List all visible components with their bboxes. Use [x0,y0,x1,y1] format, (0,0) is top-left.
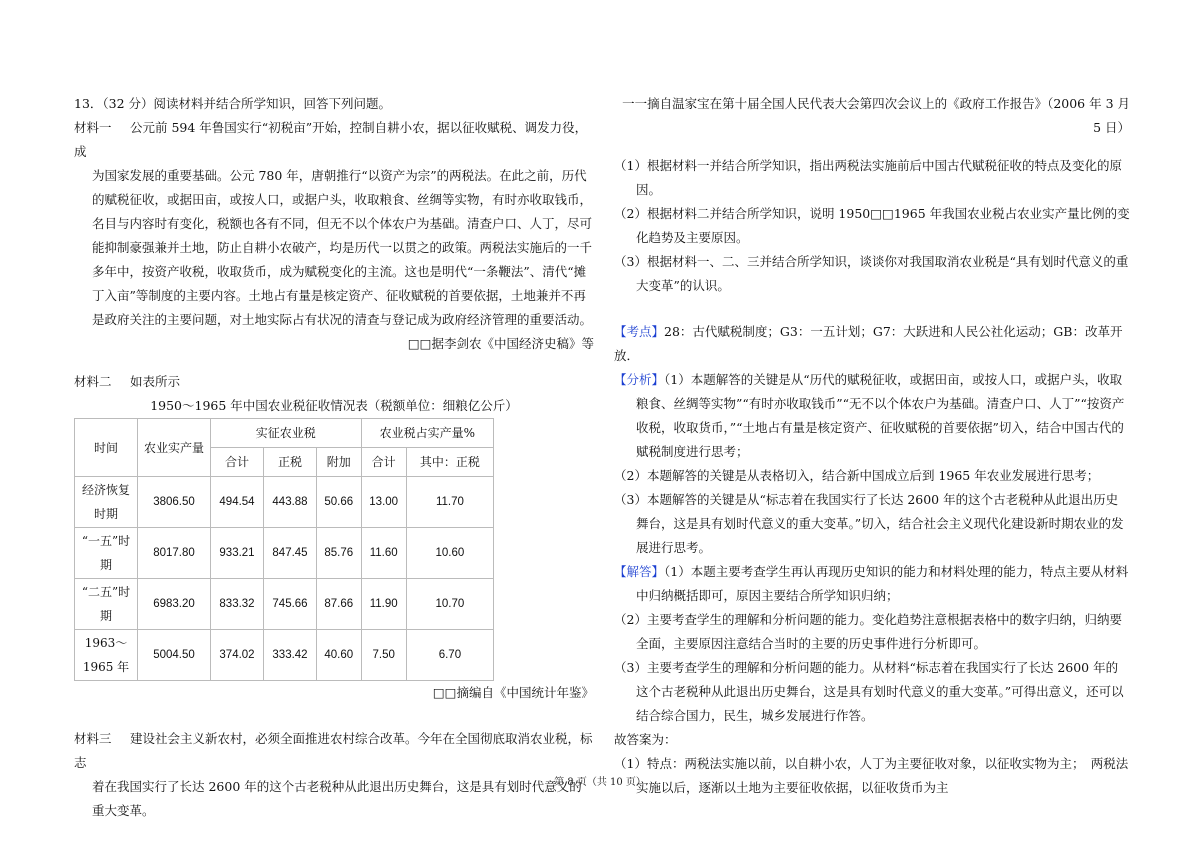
material-1-body: 为国家发展的重要基础。公元 780 年，唐朝推行“以资产为宗”的两税法。在此之前，历代的赋税征收，或据田亩，或按人口，或据户头，收取粮食、丝绸等实物，有时亦收取钱币，名目与内容时有变化，税额也各有不同，但无不以个体农户为基础。清查户口、人丁，尽可能抑制豪强兼并土地，防止自耕小农破产，均是历代一以贯之的政策。两税法实施后的一千多年中，按资产收税，收取货币，成为赋税变化的主流。这也是明代“一条鞭法”、清代“摊丁入亩”等制度的主要内容。土地占有量是核定资产、征收赋税的首要依据，土地兼并不再是政府关注的主要问题，对土地实际占有状况的清查与登记成为政府经济管理的重要活动。 [92,168,593,327]
material-3-body: 着在我国实行了长达 2600 年的这个古老税种从此退出历史舞台，这是具有划时代意义的重大变革。 [92,779,582,818]
header-period: 时间 [75,419,138,477]
material-3-label: 材料三 [74,731,112,746]
material-2-line [74,370,594,394]
cell-output: 3806.50 [138,477,211,528]
table-caption: 1950～1965 年中国农业税征收情况表（税额单位：细粮亿公斤） [150,398,518,413]
right-column [614,92,1130,800]
question-2: （2）根据材料二并结合所学知识，说明 1950□□1965 年我国农业税占农业实产量比例的变化趋势及主要原因。 [614,206,1130,245]
cell-surcharge: 50.66 [317,477,362,528]
cell-ratio-regular: 6.70 [406,630,493,681]
cell-output: 5004.50 [138,630,211,681]
spacer [74,356,594,370]
cell-ratio-regular: 11.70 [406,477,493,528]
fenxi-2: （2）本题解答的关键是从表格切入，结合新中国成立后到 1965 年农业发展进行思考； [614,468,1100,483]
cell-ratio-total: 11.60 [361,528,406,579]
cell-surcharge: 85.76 [317,528,362,579]
answer-1: （1）特点：两税法实施以前，以自耕小农，人丁为主要征收对象，以征收实物为主； 两税法实施以后，逐渐以土地为主要征收依据，以征收货币为主 [614,756,1129,795]
cell-period: “二五”时期 [75,579,138,630]
spacer [614,298,1130,320]
kaodian-text: 28：古代赋税制度；G3：一五计划；G7：大跃进和人民公社化运动；GB：改革开放． [614,324,1123,363]
cell-ratio-total: 11.90 [361,579,406,630]
fenxi-3: （3）本题解答的关键是从“标志着在我国实行了长达 2600 年的这个古老税种从此退出历史舞台，这是具有划时代意义的重大变革。”切入，结合社会主义现代化建设新时期农业的发展进行思考。 [614,492,1124,555]
jieda-3: （3）主要考查学生的理解和分析问题的能力。从材料“标志着在我国实行了长达 2600 年的这个古老税种从此退出历史舞台，这是具有划时代意义的重大变革。”可得出意义，还可以结合综合国力，民生，城乡发展进行作答。 [614,660,1124,723]
header-regular: 正税 [264,448,317,477]
kaodian-line [614,320,1130,368]
spacer [74,705,594,727]
cell-total: 933.21 [211,528,264,579]
fenxi-1-text: （1）本题解答的关键是从“历代的赋税征收，或据田亩，或按人口，或据户头，收取粮食、丝绸等实物”“有时亦收取钱币”“无不以个体农户为基础。清查户口、人丁”“按资产收税，收取货币，”“土地占有量是核定资产、征收赋税的首要依据”切入，结合中国古代的赋税制度进行思考； [636,372,1125,459]
table-row [75,630,494,681]
cell-total: 374.02 [211,630,264,681]
material-1-first-line [74,116,594,164]
cell-period: 经济恢复时期 [75,477,138,528]
cell-regular: 745.66 [264,579,317,630]
cell-surcharge: 40.60 [317,630,362,681]
jieda-1-text: （1）本题主要考查学生再认再现历史知识的能力和材料处理的能力，特点主要从材料中归纳概括即可，原因主要结合所学知识归纳； [636,564,1129,603]
material-1-label: 材料一 [74,120,112,135]
cell-output: 6983.20 [138,579,211,630]
table-row [75,579,494,630]
fenxi-tag: 【分析】 [614,372,665,387]
material-3-source: 一一摘自温家宝在第十届全国人民代表大会第四次会议上的《政府工作报告》（2006 年 3 月 5 日） [622,96,1130,135]
material-2-text: 如表所示 [130,374,181,389]
material-1-first-text: 公元前 594 年鲁国实行“初税亩”开始，控制自耕小农，据以征收赋税、调发力役，成 [74,120,588,159]
cell-ratio-regular: 10.70 [406,579,493,630]
header-actual-tax: 实征农业税 [211,419,362,448]
jieda-line [614,560,1130,608]
fenxi-line [614,368,1130,464]
answer-heading: 故答案为： [614,732,677,747]
spacer [614,140,1130,154]
header-output: 农业实产量 [138,419,211,477]
header-ratio-regular: 其中：正税 [406,448,493,477]
material-3-first-line [74,727,594,775]
header-total: 合计 [211,448,264,477]
header-surcharge: 附加 [317,448,362,477]
cell-ratio-regular: 10.60 [406,528,493,579]
table-header-row [75,419,494,448]
jieda-2: （2）主要考查学生的理解和分析问题的能力。变化趋势注意根据表格中的数字归纳，归纳要全面，主要原因注意结合当时的主要的历史事件进行分析即可。 [614,612,1122,651]
cell-regular: 333.42 [264,630,317,681]
material-3-first-text: 建设社会主义新农村，必须全面推进农村综合改革。今年在全国彻底取消农业税，标志 [74,731,593,770]
kaodian-tag: 【考点】 [614,324,665,339]
cell-surcharge: 87.66 [317,579,362,630]
jieda-tag: 【解答】 [614,564,665,579]
cell-regular: 443.88 [264,477,317,528]
question-13-heading: 13．（32 分）阅读材料并结合所学知识，回答下列问题。 [74,96,392,111]
tax-table [74,418,494,681]
left-column [74,92,594,823]
table-row [75,528,494,579]
cell-ratio-total: 13.00 [361,477,406,528]
cell-output: 8017.80 [138,528,211,579]
page-footer: 第 8 页（共 10 页） [554,777,646,788]
material-2-source: □□摘编自《中国统计年鉴》 [432,685,594,700]
table-row [75,477,494,528]
material-1-source: □□据李剑农《中国经济史稿》等 [407,336,594,351]
question-1: （1）根据材料一并结合所学知识，指出两税法实施前后中国古代赋税征收的特点及变化的原因。 [614,158,1122,197]
cell-total: 494.54 [211,477,264,528]
question-3: （3）根据材料一、二、三并结合所学知识，谈谈你对我国取消农业税是“具有划时代意义的重大变革”的认识。 [614,254,1129,293]
cell-regular: 847.45 [264,528,317,579]
cell-ratio-total: 7.50 [361,630,406,681]
cell-total: 833.32 [211,579,264,630]
material-2-label: 材料二 [74,374,112,389]
header-ratio: 农业税占实产量% [361,419,493,448]
cell-period: “一五”时期 [75,528,138,579]
header-ratio-total: 合计 [361,448,406,477]
cell-period: 1963～1965 年 [75,630,138,681]
